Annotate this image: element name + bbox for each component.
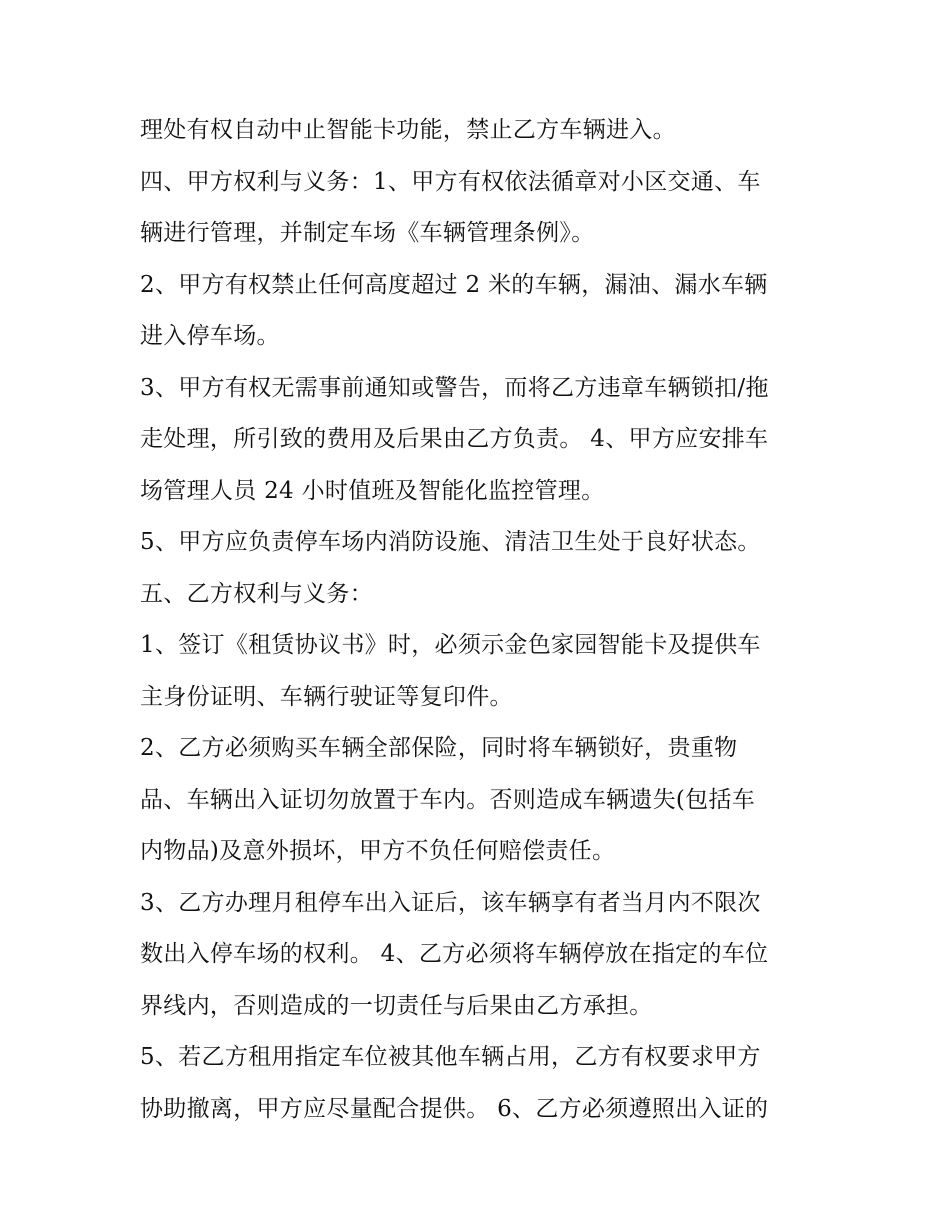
text-line: 界线内，否则造成的一切责任与后果由乙方承担。	[140, 992, 653, 1019]
text-line: 主身份证明、车辆行驶证等复印件。	[140, 683, 513, 710]
text-line: 走处理，所引致的费用及后果由乙方负责。 4、甲方应安排车	[140, 426, 769, 452]
text-line: 辆进行管理，并制定车场《车辆管理条例》。	[140, 220, 595, 246]
text-line: 五、乙方权利与义务：	[140, 580, 373, 607]
text-line: 协助撤离，甲方应尽量配合提供。 6、乙方必须遵照出入证的	[140, 1095, 769, 1122]
text-line: 2、乙方必须购买车辆全部保险，同时将车辆锁好，贵重物	[140, 735, 738, 761]
text-line: 2、甲方有权禁止任何高度超过 2 米的车辆，漏油、漏水车辆	[140, 271, 768, 298]
text-line: 理处有权自动中止智能卡功能，禁止乙方车辆进入。	[140, 117, 676, 143]
text-line: 1、签订《租赁协议书》时，必须示金色家园智能卡及提供车	[140, 632, 761, 658]
text-line: 品、车辆出入证切勿放置于车内。否则造成车辆遗失(包括车	[140, 786, 756, 813]
text-line: 3、甲方有权无需事前通知或警告，而将乙方违章车辆锁扣/拖	[140, 374, 769, 401]
text-line: 数出入停车场的权利。 4、乙方必须将车辆停放在指定的车位	[140, 941, 769, 967]
text-line: 场管理人员 24 小时值班及智能化监控管理。	[140, 477, 605, 504]
text-line: 四、甲方权利与义务：1、甲方有权依法循章对小区交通、车	[140, 168, 761, 195]
text-line: 3、乙方办理月租停车出入证后，该车辆享有者当月内不限次	[140, 889, 761, 916]
text-line: 进入停车场。	[140, 323, 280, 349]
text-line: 内物品)及意外损坏，甲方不负任何赔偿责任。	[140, 838, 616, 864]
text-line: 5、甲方应负责停车场内消防设施、清洁卫生处于良好状态。	[140, 529, 761, 555]
document-body	[140, 105, 830, 1135]
text-line: 5、若乙方租用指定车位被其他车辆占用，乙方有权要求甲方	[140, 1044, 761, 1070]
